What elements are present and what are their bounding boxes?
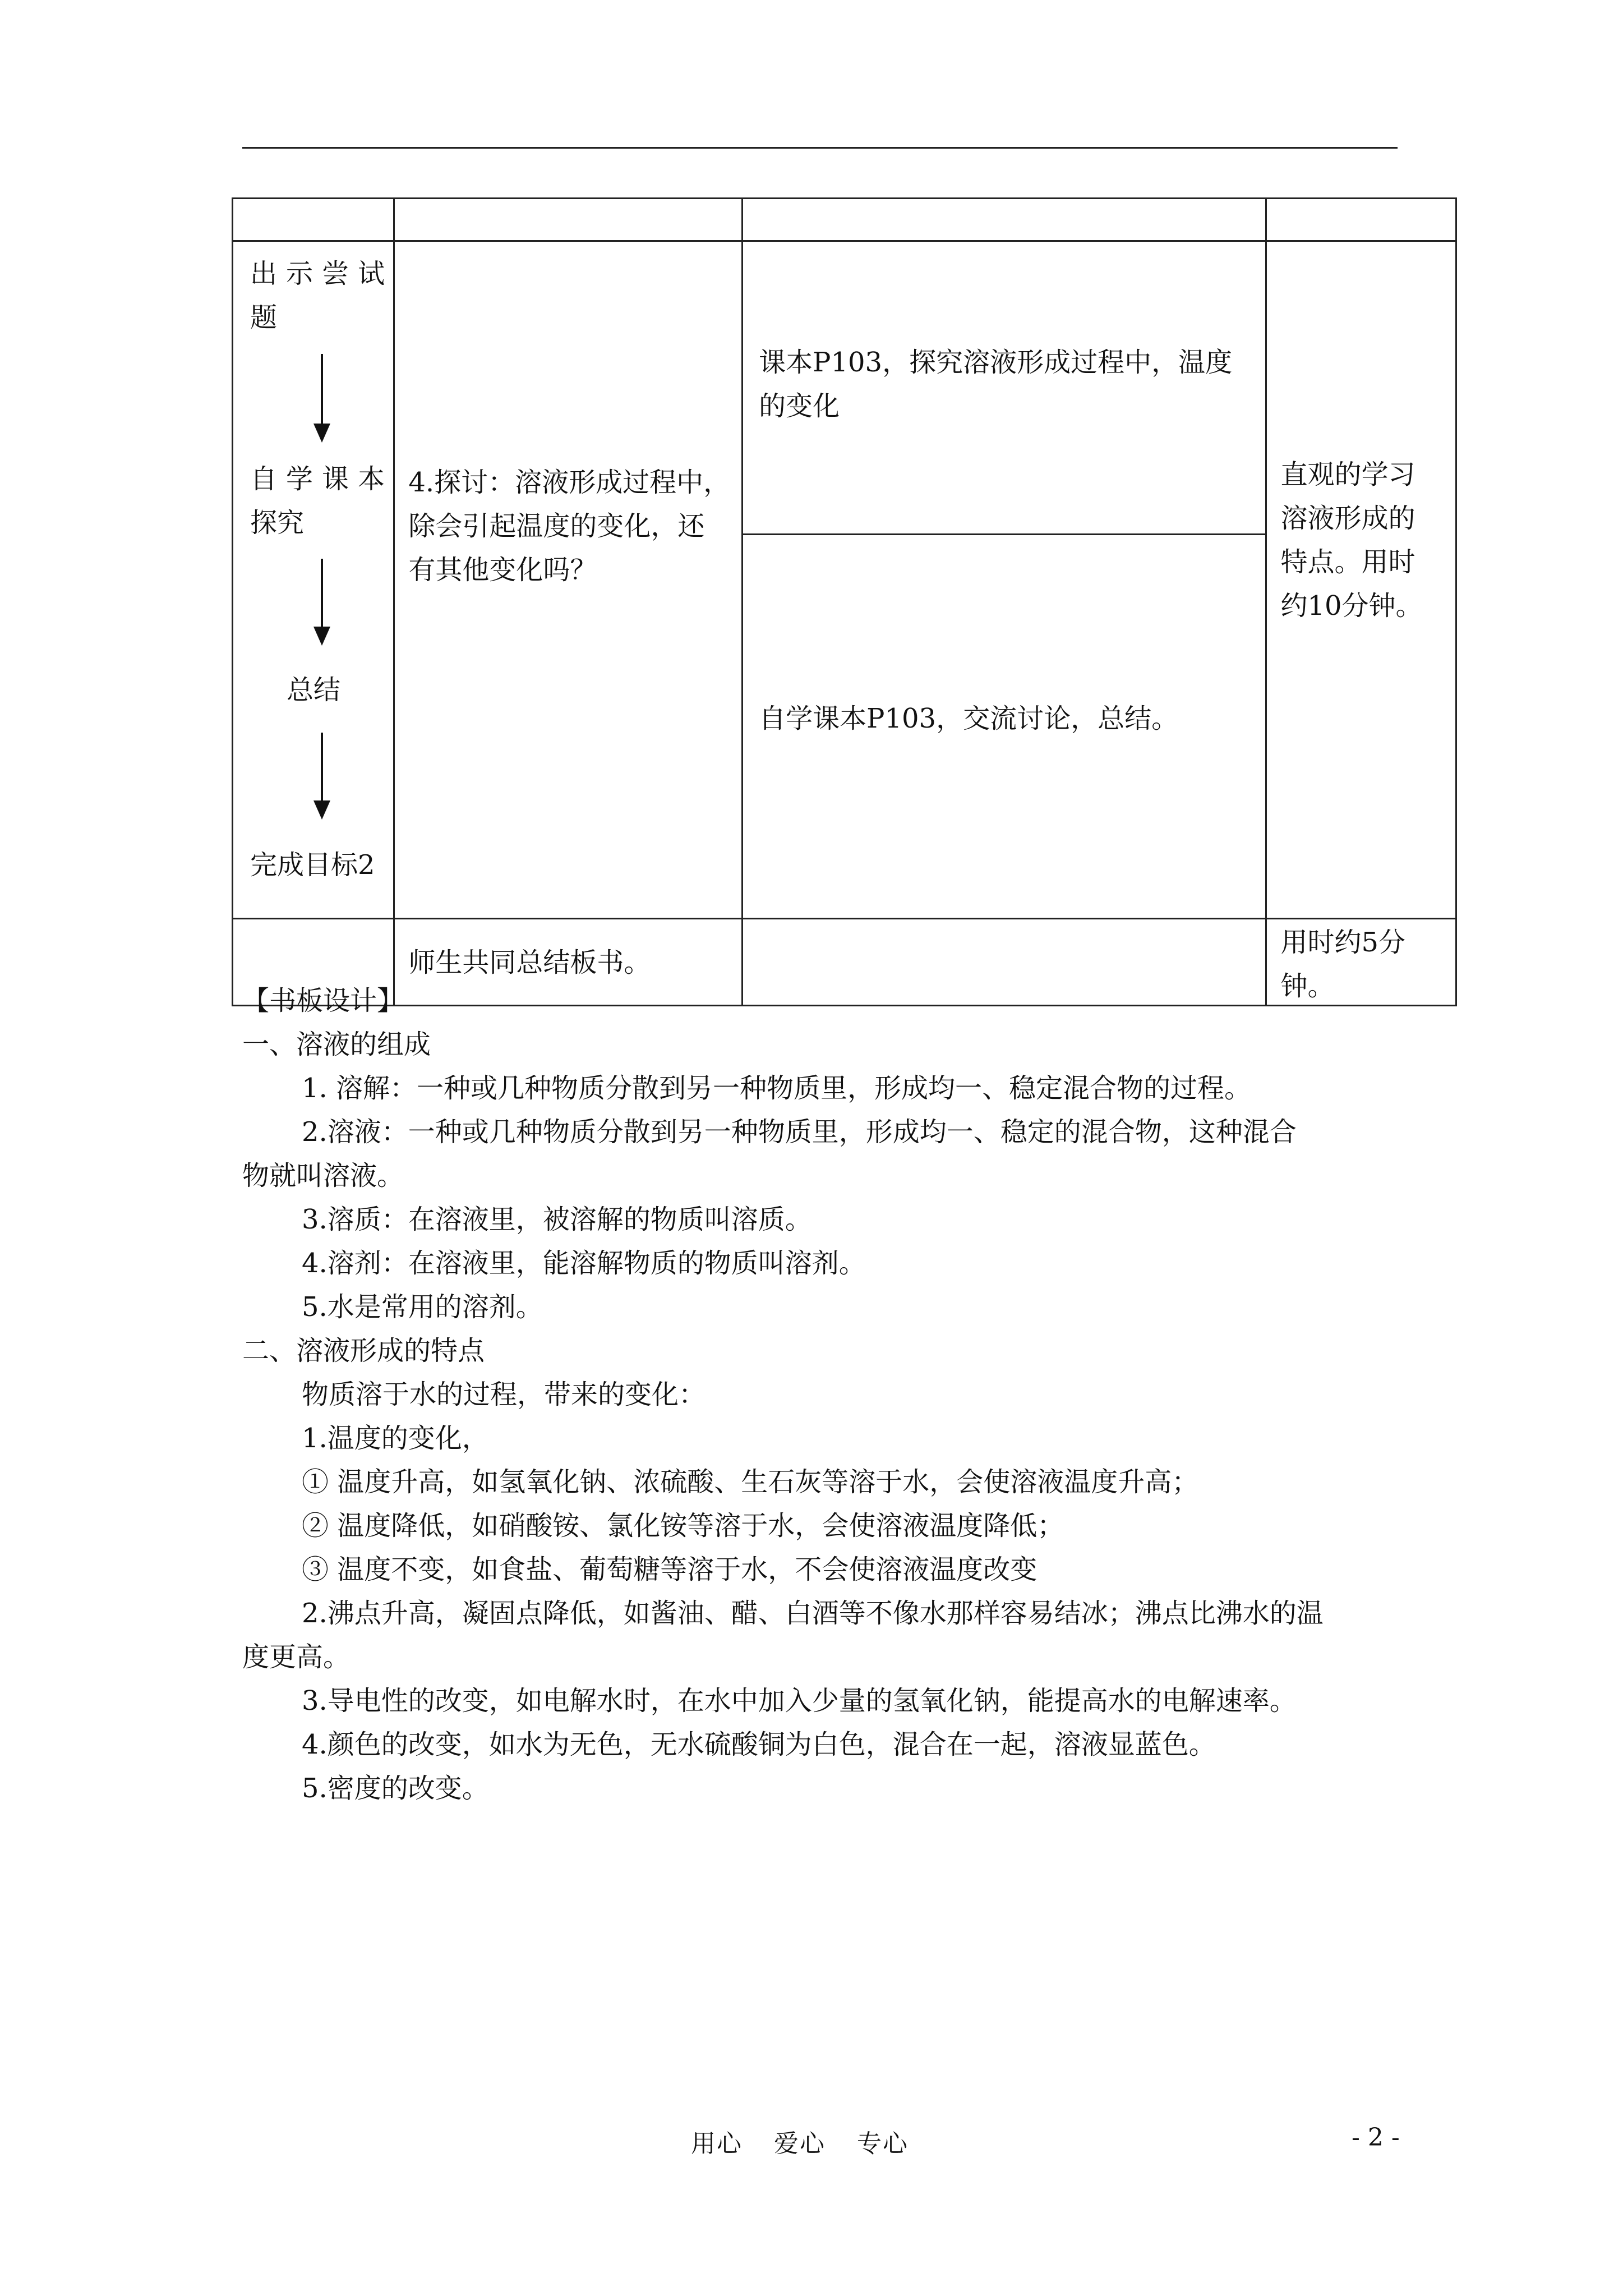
- student-cell-bottom: [743, 534, 1266, 918]
- board-item: 2.溶液：一种或几种物质分散到另一种物质里，形成均一、稳定的混合物，这种混合: [302, 1116, 1297, 1148]
- board-item: ③ 温度不变，如食盐、葡萄糖等溶于水，不会使溶液温度改变: [302, 1554, 1038, 1585]
- board-item: 物质溶于水的过程，带来的变化：: [302, 1379, 706, 1410]
- board-heading: 【书板设计】: [242, 985, 404, 1016]
- section-2-title: 二、溶液形成的特点: [242, 1335, 485, 1366]
- board-item: 4.颜色的改变，如水为无色，无水硫酸铜为白色，混合在一起，溶液显蓝色。: [302, 1729, 1216, 1760]
- lesson-table: [232, 197, 1457, 1006]
- header-rule: [242, 147, 1398, 149]
- footer-motto: 用心 爱心 专心: [691, 2129, 909, 2158]
- flow-step-1-line2: 题: [250, 302, 278, 333]
- board-item: 1. 溶解：一种或几种物质分散到另一种物质里，形成均一、稳定混合物的过程。: [302, 1073, 1252, 1104]
- flow-step-2-line1: 自学课本: [250, 463, 385, 495]
- board-item: 度更高。: [242, 1641, 351, 1673]
- board-design: [242, 979, 1409, 1810]
- board-item: 3.导电性的改变，如电解水时，在水中加入少量的氢氧化钠，能提高水的电解速率。: [302, 1685, 1297, 1717]
- board-item: 物就叫溶液。: [242, 1160, 404, 1191]
- student-activity-bottom: 自学课本P103，交流讨论，总结。: [759, 702, 1179, 734]
- flow-step-2-line2: 探究: [250, 507, 305, 539]
- summary-intent: 用时约5分钟。: [1280, 927, 1405, 1002]
- flow-cell: [233, 241, 394, 919]
- student-activity-top: 课本P103，探究溶液形成过程中，温度的变化: [759, 347, 1233, 422]
- student-cell-top: [743, 241, 1266, 535]
- board-item: 4.溶剂：在溶液里，能溶解物质的物质叫溶剂。: [302, 1248, 866, 1279]
- board-item: 5.密度的改变。: [302, 1773, 489, 1804]
- board-item: 2.沸点升高，凝固点降低，如酱油、醋、白酒等不像水那样容易结冰；沸点比沸水的温: [302, 1598, 1324, 1629]
- table-row-inquiry: [233, 241, 1456, 535]
- summary-activity: 师生共同总结板书。: [408, 947, 651, 978]
- board-item: 3.溶质：在溶液里，被溶解的物质叫溶质。: [302, 1204, 812, 1235]
- intent-cell: [1266, 241, 1456, 919]
- board-item: 1.温度的变化，: [302, 1423, 489, 1454]
- table-row-empty: [233, 199, 1456, 241]
- flow-step-4: 完成目标2: [250, 849, 375, 881]
- board-item: ② 温度降低，如硝酸铵、氯化铵等溶于水，会使溶液温度降低；: [302, 1510, 1064, 1542]
- activity-cell: [394, 241, 743, 919]
- board-item: ① 温度升高，如氢氧化钠、浓硫酸、生石灰等溶于水，会使溶液温度升高；: [302, 1466, 1199, 1498]
- flow-diagram: [233, 242, 393, 918]
- activity-text: 4.探讨：溶液形成过程中，除会引起温度的变化，还有其他变化吗？: [408, 467, 731, 586]
- section-1-title: 一、溶液的组成: [242, 1029, 431, 1060]
- flow-step-3: 总结: [287, 674, 341, 706]
- flow-step-1-line1: 出示尝试: [250, 258, 385, 289]
- page-number: - 2 -: [1352, 2123, 1400, 2152]
- intent-text: 直观的学习溶液形成的特点。用时约10分钟。: [1280, 459, 1423, 622]
- board-item: 5.水是常用的溶剂。: [302, 1291, 543, 1323]
